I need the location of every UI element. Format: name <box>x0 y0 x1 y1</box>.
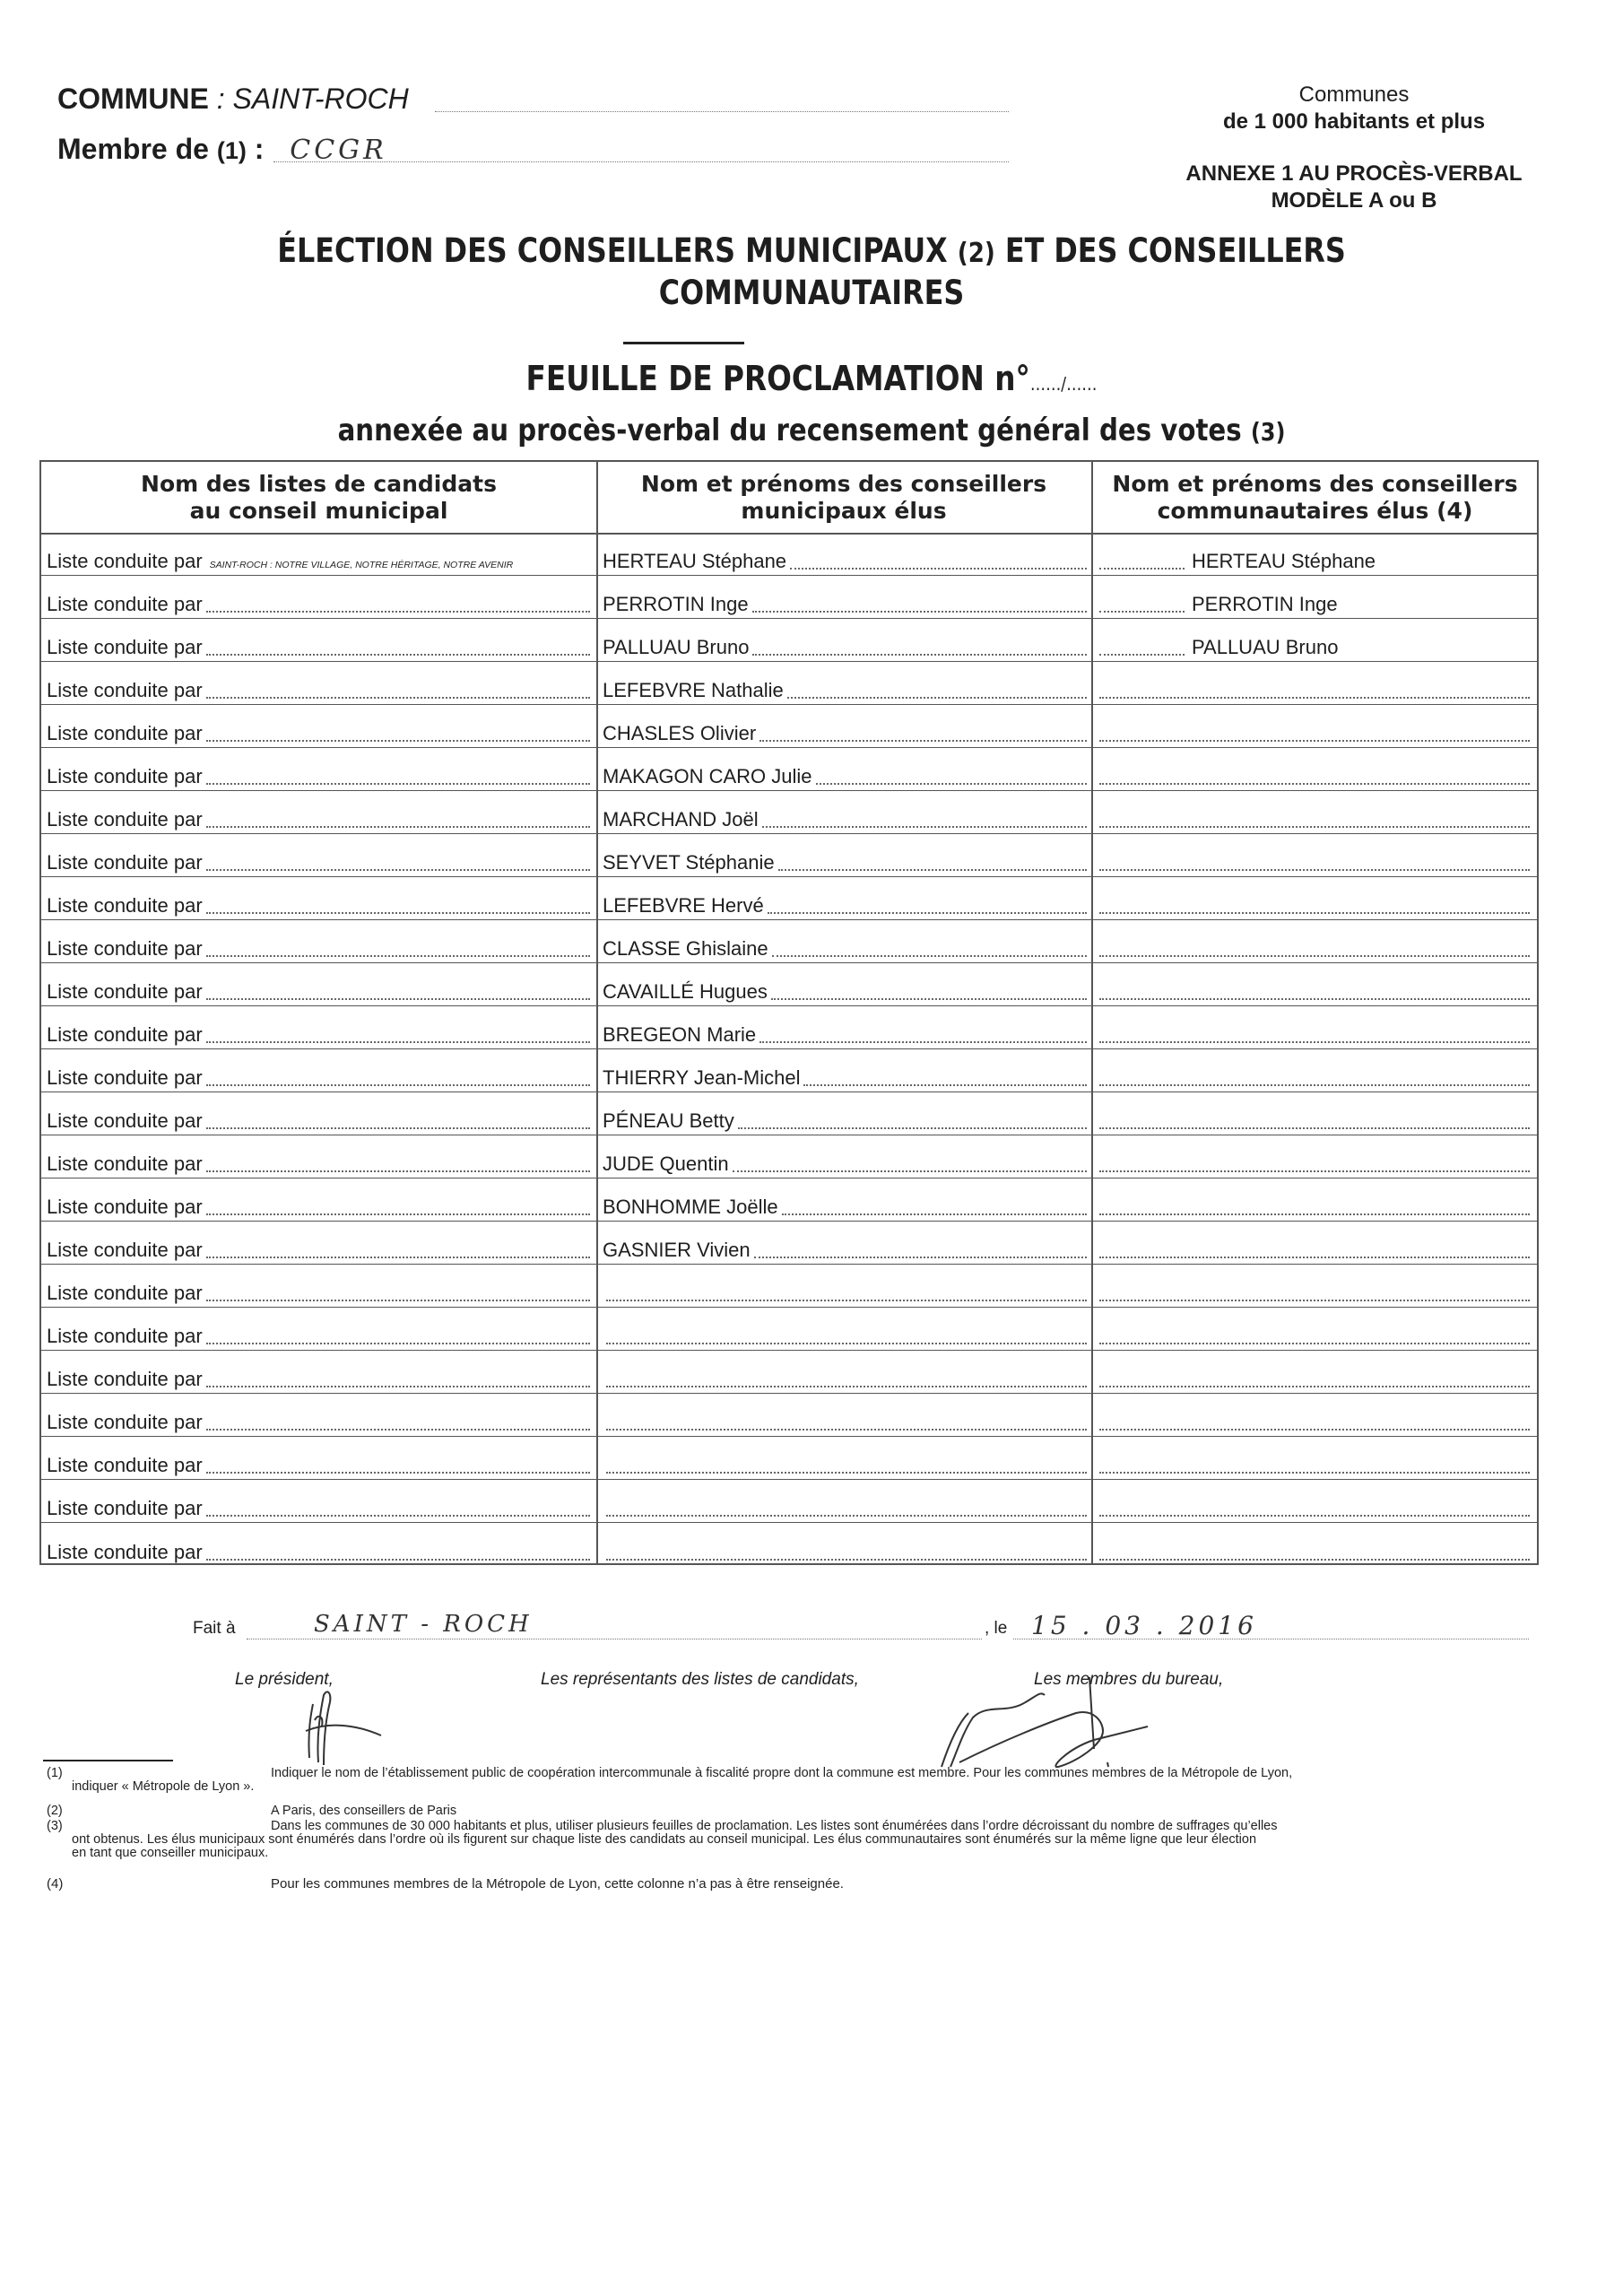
dotted-fill <box>206 1472 590 1474</box>
list-prefix: Liste conduite par <box>47 1023 203 1046</box>
dotted-fill <box>206 1170 590 1172</box>
dotted-fill <box>1099 869 1530 871</box>
list-cell[interactable] <box>47 1541 590 1564</box>
footnote-text: Indiquer le nom de l’établissement public de coopération intercommunale à fiscalité propre dont la commune est membre. Pour les communes membres de la Métropole de Lyon, <box>271 1766 1293 1780</box>
municipal-cell[interactable] <box>603 1066 1087 1090</box>
header-text: Nom et prénoms des conseillers <box>640 470 1047 497</box>
dotted-fill <box>206 611 590 613</box>
habitants-label: de 1 000 habitants et plus <box>1222 109 1486 134</box>
communautaire-cell[interactable] <box>1099 1084 1530 1090</box>
dotted-fill <box>206 1084 590 1086</box>
president-signature <box>282 1686 399 1767</box>
table-row <box>41 576 1537 619</box>
dotted-fill <box>778 869 1087 871</box>
dotted-fill <box>1099 955 1530 957</box>
proclamation-table <box>39 460 1539 1565</box>
dotted-fill <box>206 955 590 957</box>
communautaire-cell[interactable] <box>1099 1559 1530 1564</box>
header-municipal <box>596 462 1091 533</box>
dotted-fill <box>206 783 590 785</box>
dotted-fill <box>1099 654 1185 656</box>
footnote-text-continued: en tant que conseiller municipaux. <box>72 1846 269 1860</box>
header-text: Nom des listes de candidats <box>141 470 497 497</box>
municipal-cell[interactable] <box>603 1472 1087 1477</box>
footnote-text: Pour les communes membres de la Métropole de Lyon, cette colonne n’a pas à être renseignée. <box>271 1876 844 1892</box>
dotted-fill <box>1099 1257 1530 1258</box>
list-prefix: Liste conduite par <box>47 980 203 1003</box>
dotted-fill <box>206 1386 590 1387</box>
table-row <box>41 1308 1537 1351</box>
dotted-fill <box>206 869 590 871</box>
communautaire-cell[interactable] <box>1099 697 1530 702</box>
header-lists <box>41 462 596 533</box>
table-row <box>41 1351 1537 1394</box>
subtitle-footnote-ref: (3) <box>1250 417 1286 447</box>
membre-label: Membre de <box>57 133 217 165</box>
table-row <box>41 662 1537 705</box>
document-title-line-2: COMMUNAUTAIRES <box>658 274 965 312</box>
subtitle <box>114 413 1510 448</box>
municipal-name: CHASLES Olivier <box>603 722 757 744</box>
municipal-name: BONHOMME Joëlle <box>603 1196 778 1218</box>
table-header <box>41 462 1537 535</box>
municipal-cell[interactable] <box>603 765 1087 788</box>
fait-label: Fait à <box>193 1619 236 1638</box>
list-cell[interactable] <box>47 1109 590 1133</box>
list-prefix: Liste conduite par <box>47 937 203 960</box>
dotted-fill <box>1099 1300 1530 1301</box>
dotted-fill <box>1099 1213 1530 1215</box>
list-prefix: Liste conduite par <box>47 1152 203 1175</box>
municipal-cell[interactable] <box>603 1152 1087 1176</box>
list-cell[interactable] <box>47 894 590 918</box>
table-row <box>41 920 1537 963</box>
dotted-fill <box>206 1515 590 1517</box>
communautaire-name: HERTEAU Stéphane <box>1192 550 1376 572</box>
municipal-name: PERROTIN Inge <box>603 593 749 615</box>
bureau-signature <box>924 1677 1211 1776</box>
dotted-fill <box>754 1257 1087 1258</box>
list-prefix: Liste conduite par <box>47 1325 203 1347</box>
footnote-text-continued: ont obtenus. Les élus municipaux sont énumérés dans l’ordre où ils figurent sur chaque liste des candidats au conseil municipal. Les élus communautaires sont énumérés sur la même ligne que leur élection <box>72 1832 1257 1847</box>
dotted-fill <box>206 1041 590 1043</box>
list-cell[interactable] <box>47 1454 590 1477</box>
municipal-name: SEYVET Stéphanie <box>603 851 775 874</box>
table-row <box>41 1222 1537 1265</box>
municipal-name: MARCHAND Joël <box>603 808 759 831</box>
dotted-fill <box>787 697 1087 699</box>
list-cell[interactable] <box>47 851 590 874</box>
list-prefix: Liste conduite par <box>47 550 203 572</box>
dotted-fill <box>606 1429 1087 1431</box>
title-text-a: ÉLECTION DES CONSEILLERS MUNICIPAUX <box>277 231 958 270</box>
list-cell[interactable] <box>47 722 590 745</box>
municipal-name: BREGEON Marie <box>603 1023 757 1046</box>
dotted-fill <box>768 912 1087 914</box>
dotted-fill <box>606 1300 1087 1301</box>
municipal-name: THIERRY Jean-Michel <box>603 1066 801 1089</box>
dotted-fill <box>752 611 1087 613</box>
communautaire-cell[interactable] <box>1099 1300 1530 1305</box>
table-row <box>41 1523 1537 1566</box>
communautaire-cell[interactable] <box>1099 1515 1530 1520</box>
dotted-fill <box>1099 783 1530 785</box>
footnote-number: (4) <box>47 1876 64 1892</box>
municipal-name: LEFEBVRE Hervé <box>603 894 764 917</box>
list-prefix: Liste conduite par <box>47 636 203 658</box>
municipal-name: PALLUAU Bruno <box>603 636 750 658</box>
list-prefix: Liste conduite par <box>47 765 203 787</box>
municipal-name: GASNIER Vivien <box>603 1239 751 1261</box>
dotted-fill <box>206 1559 590 1561</box>
dotted-fill <box>1099 568 1185 570</box>
bureau-label: Les membres du bureau, <box>1034 1670 1224 1689</box>
municipal-cell[interactable] <box>603 851 1087 874</box>
membre-footnote-ref: (1) <box>216 137 247 164</box>
municipal-name: PÉNEAU Betty <box>603 1109 734 1132</box>
list-cell[interactable] <box>47 1325 590 1348</box>
list-prefix: Liste conduite par <box>47 1239 203 1261</box>
communautaire-cell[interactable] <box>1099 955 1530 961</box>
list-cell[interactable] <box>47 1023 590 1047</box>
table-row <box>41 748 1537 791</box>
list-prefix: Liste conduite par <box>47 851 203 874</box>
dotted-fill <box>752 654 1087 656</box>
header-text: au conseil municipal <box>189 497 448 524</box>
table-body <box>41 533 1537 1566</box>
communautaire-cell[interactable] <box>1099 1041 1530 1047</box>
municipal-cell[interactable] <box>603 980 1087 1004</box>
dotted-fill <box>606 1472 1087 1474</box>
dotted-fill <box>1099 1343 1530 1344</box>
dotted-fill <box>606 1559 1087 1561</box>
table-row <box>41 1092 1537 1135</box>
municipal-cell[interactable] <box>603 1196 1087 1219</box>
table-row <box>41 533 1537 576</box>
dotted-fill <box>206 912 590 914</box>
commune-field <box>57 83 409 116</box>
list-cell[interactable] <box>47 593 590 616</box>
list-cell[interactable] <box>47 980 590 1004</box>
communautaire-cell[interactable] <box>1099 550 1530 573</box>
list-prefix: Liste conduite par <box>47 894 203 917</box>
list-prefix: Liste conduite par <box>47 1497 203 1519</box>
list-cell[interactable] <box>47 1152 590 1176</box>
fait-value: SAINT - ROCH <box>314 1611 533 1638</box>
municipal-name: CLASSE Ghislaine <box>603 937 768 960</box>
list-cell[interactable] <box>47 1282 590 1305</box>
document-title-line-1 <box>114 231 1510 270</box>
municipal-name: HERTEAU Stéphane <box>603 550 787 572</box>
dotted-fill <box>206 1343 590 1344</box>
list-cell[interactable] <box>47 937 590 961</box>
title-text-b: ET DES CONSEILLERS <box>994 231 1346 270</box>
dotted-fill <box>206 740 590 742</box>
title-divider <box>623 342 744 344</box>
municipal-cell[interactable] <box>603 1515 1087 1520</box>
municipal-cell[interactable] <box>603 722 1087 745</box>
list-prefix: Liste conduite par <box>47 1196 203 1218</box>
list-cell[interactable] <box>47 765 590 788</box>
list-prefix: Liste conduite par <box>47 1541 203 1563</box>
communautaire-cell[interactable] <box>1099 1472 1530 1477</box>
table-row <box>41 619 1537 662</box>
list-cell[interactable] <box>47 1066 590 1090</box>
municipal-cell[interactable] <box>603 593 1087 616</box>
municipal-name: LEFEBVRE Nathalie <box>603 679 784 701</box>
list-prefix: Liste conduite par <box>47 1066 203 1089</box>
dotted-fill <box>1099 1084 1530 1086</box>
dotted-fill <box>1099 826 1530 828</box>
table-row <box>41 1265 1537 1308</box>
date-label: , le <box>985 1619 1008 1638</box>
municipal-cell[interactable] <box>603 937 1087 961</box>
list-cell[interactable] <box>47 1497 590 1520</box>
list-cell[interactable] <box>47 1196 590 1219</box>
list-cell[interactable] <box>47 679 590 702</box>
list-prefix: Liste conduite par <box>47 1109 203 1132</box>
dotted-fill <box>206 1300 590 1301</box>
header-text: Nom et prénoms des conseillers <box>1112 470 1518 497</box>
dotted-fill <box>1099 1559 1530 1561</box>
dotted-fill <box>733 1170 1087 1172</box>
list-cell[interactable] <box>47 1239 590 1262</box>
list-cell[interactable] <box>47 808 590 831</box>
dotted-fill <box>816 783 1088 785</box>
dotted-fill <box>759 740 1087 742</box>
dotted-fill <box>1099 1170 1530 1172</box>
membre-separator: : <box>246 133 273 165</box>
header-communautaire <box>1091 462 1539 533</box>
dotted-fill <box>738 1127 1087 1129</box>
footnote-2 <box>47 1805 1508 1818</box>
municipal-cell[interactable] <box>603 679 1087 702</box>
communautaire-cell[interactable] <box>1099 1127 1530 1133</box>
communautaire-cell[interactable] <box>1099 740 1530 745</box>
dotted-fill <box>803 1084 1087 1086</box>
footnote-number: (1) <box>47 1766 63 1780</box>
table-row <box>41 1394 1537 1437</box>
dotted-fill <box>1099 1515 1530 1517</box>
commune-label: COMMUNE <box>57 83 209 115</box>
communautaire-cell[interactable] <box>1099 636 1530 659</box>
list-prefix: Liste conduite par <box>47 593 203 615</box>
commune-separator: : <box>208 83 233 115</box>
dotted-fill <box>771 998 1087 1000</box>
dotted-fill <box>772 955 1087 957</box>
table-row <box>41 791 1537 834</box>
dotted-fill <box>206 998 590 1000</box>
table-row <box>41 963 1537 1006</box>
list-prefix: Liste conduite par <box>47 722 203 744</box>
dotted-fill <box>1099 1386 1530 1387</box>
communautaire-cell[interactable] <box>1099 826 1530 831</box>
president-label: Le président, <box>235 1670 334 1689</box>
list-cell[interactable] <box>47 636 590 659</box>
dotted-fill <box>1099 1127 1530 1129</box>
communautaire-name: PERROTIN Inge <box>1192 593 1338 615</box>
proclamation-title <box>114 359 1510 398</box>
municipal-name: JUDE Quentin <box>603 1152 729 1175</box>
communautaire-cell[interactable] <box>1099 593 1530 616</box>
representatives-label: Les représentants des listes de candidats, <box>541 1670 859 1689</box>
list-prefix: Liste conduite par <box>47 1454 203 1476</box>
annexe-label: ANNEXE 1 AU PROCÈS-VERBAL <box>1185 161 1523 186</box>
communautaire-cell[interactable] <box>1099 1257 1530 1262</box>
communautaire-cell[interactable] <box>1099 998 1530 1004</box>
dotted-fill <box>606 1515 1087 1517</box>
table-row <box>41 1480 1537 1523</box>
municipal-name: CAVAILLÉ Hugues <box>603 980 768 1003</box>
dotted-fill <box>1099 1429 1530 1431</box>
list-prefix: Liste conduite par <box>47 679 203 701</box>
municipal-cell[interactable] <box>603 1429 1087 1434</box>
list-cell[interactable] <box>47 550 590 573</box>
header-text: municipaux élus <box>741 497 947 524</box>
municipal-cell[interactable] <box>603 1343 1087 1348</box>
communautaire-cell[interactable] <box>1099 869 1530 874</box>
commune-value: SAINT-ROCH <box>232 83 409 115</box>
dotted-fill <box>1099 611 1185 613</box>
dotted-fill <box>1099 740 1530 742</box>
footnotes-divider <box>43 1760 173 1761</box>
date-value: 15 . 03 . 2016 <box>1031 1611 1257 1640</box>
municipal-cell[interactable] <box>603 1386 1087 1391</box>
subtitle-text: annexée au procès-verbal du recensement général des votes <box>337 413 1251 448</box>
header-text: communautaires élus (4) <box>1157 497 1473 524</box>
dotted-fill <box>1099 1041 1530 1043</box>
dotted-fill <box>206 1213 590 1215</box>
dotted-fill <box>606 1386 1087 1387</box>
dotted-fill <box>206 826 590 828</box>
dotted-fill <box>762 826 1087 828</box>
dotted-fill <box>1099 912 1530 914</box>
table-row <box>41 834 1537 877</box>
table-row <box>41 705 1537 748</box>
footnote-number: (3) <box>47 1819 63 1833</box>
municipal-cell[interactable] <box>603 808 1087 831</box>
footnote-number: (2) <box>47 1804 63 1818</box>
membre-fill-line <box>273 161 1009 162</box>
table-row <box>41 877 1537 920</box>
dotted-fill <box>206 1127 590 1129</box>
communautaire-cell[interactable] <box>1099 1213 1530 1219</box>
municipal-name: MAKAGON CARO Julie <box>603 765 812 787</box>
list-name: SAINT-ROCH : NOTRE VILLAGE, NOTRE HÉRITAGE, NOTRE AVENIR <box>209 560 514 570</box>
list-prefix: Liste conduite par <box>47 1282 203 1304</box>
dotted-fill <box>206 654 590 656</box>
footnote-3 <box>47 1820 1508 1860</box>
table-row <box>41 1178 1537 1222</box>
communautaire-cell[interactable] <box>1099 1386 1530 1391</box>
modele-label: MODÈLE A ou B <box>1271 188 1437 208</box>
dotted-fill <box>606 1343 1087 1344</box>
table-row <box>41 1006 1537 1049</box>
communautaire-cell[interactable] <box>1099 1429 1530 1434</box>
municipal-cell[interactable] <box>603 1300 1087 1305</box>
footnote-1 <box>47 1767 1508 1794</box>
list-prefix: Liste conduite par <box>47 1368 203 1390</box>
municipal-cell[interactable] <box>603 894 1087 918</box>
communes-label: Communes <box>1298 83 1410 107</box>
title-footnote-ref: (2) <box>957 238 995 269</box>
municipal-cell[interactable] <box>603 550 1087 573</box>
list-cell[interactable] <box>47 1368 590 1391</box>
list-cell[interactable] <box>47 1411 590 1434</box>
dotted-fill <box>206 1429 590 1431</box>
dotted-fill <box>790 568 1087 570</box>
list-prefix: Liste conduite par <box>47 1411 203 1433</box>
dotted-fill <box>1099 998 1530 1000</box>
proclamation-number: ……/…… <box>1029 373 1098 395</box>
footnote-text: Dans les communes de 30 000 habitants et plus, utiliser plusieurs feuilles de proclamation. Les listes sont énumérées dans l’ordre décroissant du nombre de suffrages qu’elles <box>271 1819 1278 1833</box>
municipal-cell[interactable] <box>603 636 1087 659</box>
communautaire-cell[interactable] <box>1099 783 1530 788</box>
footnote-4 <box>47 1877 1508 1891</box>
table-row <box>41 1437 1537 1480</box>
dotted-fill <box>1099 1472 1530 1474</box>
municipal-cell[interactable] <box>603 1559 1087 1564</box>
communautaire-cell[interactable] <box>1099 912 1530 918</box>
municipal-cell[interactable] <box>603 1023 1087 1047</box>
dotted-fill <box>1099 697 1530 699</box>
proclamation-text: FEUILLE DE PROCLAMATION n° <box>525 359 1030 398</box>
list-prefix: Liste conduite par <box>47 808 203 831</box>
dotted-fill <box>759 1041 1087 1043</box>
table-row <box>41 1049 1537 1092</box>
footnote-text: A Paris, des conseillers de Paris <box>271 1804 457 1818</box>
communautaire-cell[interactable] <box>1099 1170 1530 1176</box>
communautaire-name: PALLUAU Bruno <box>1192 636 1339 658</box>
dotted-fill <box>206 1257 590 1258</box>
dotted-fill <box>782 1213 1087 1215</box>
table-row <box>41 1135 1537 1178</box>
communautaire-cell[interactable] <box>1099 1343 1530 1348</box>
commune-fill-line <box>435 111 1009 112</box>
dotted-fill <box>206 697 590 699</box>
membre-value: CCGR <box>290 135 387 166</box>
municipal-cell[interactable] <box>603 1109 1087 1133</box>
municipal-cell[interactable] <box>603 1239 1087 1262</box>
footnote-text-continued: indiquer « Métropole de Lyon ». <box>72 1779 255 1794</box>
